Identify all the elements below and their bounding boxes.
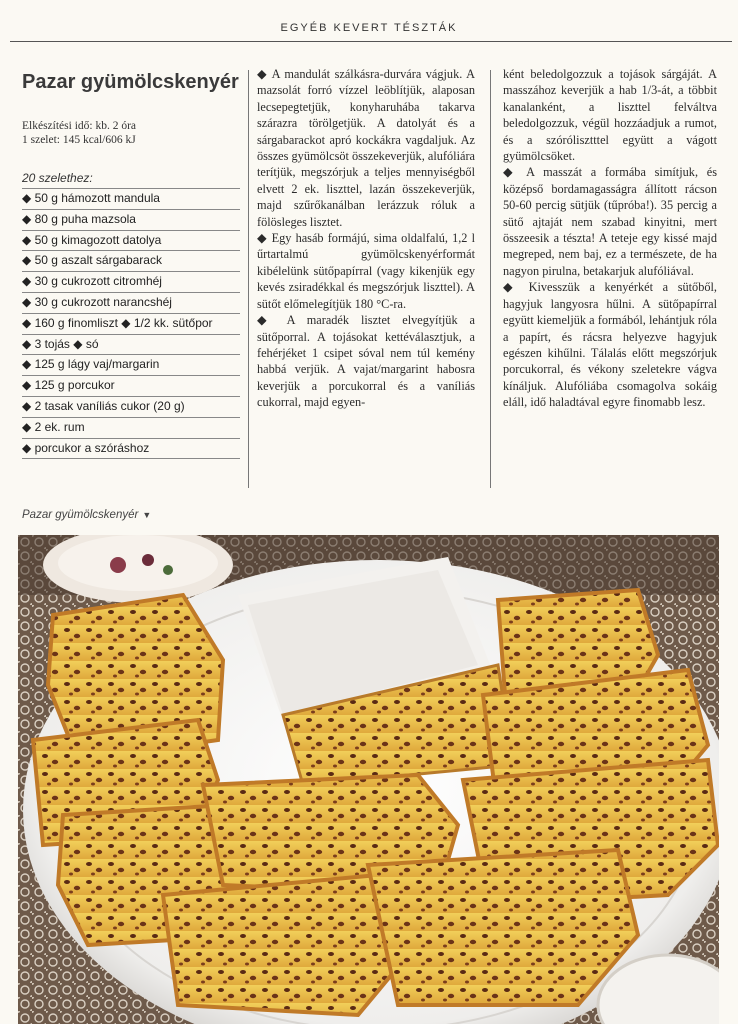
ingredient-item: ◆ 3 tojás ◆ só — [22, 335, 240, 356]
column-divider — [248, 70, 249, 488]
recipe-meta — [22, 119, 240, 147]
ingredient-list — [22, 189, 240, 459]
ingredient-item: ◆ 80 g puha mazsola — [22, 210, 240, 231]
instructions-column-1 — [257, 66, 475, 411]
column-divider — [490, 70, 491, 488]
ingredient-item: ◆ 30 g cukrozott citromhéj — [22, 272, 240, 293]
recipe-info-column — [22, 70, 240, 459]
triangle-down-icon: ▼ — [142, 510, 152, 520]
ingredient-item: ◆ 2 tasak vaníliás cukor (20 g) — [22, 397, 240, 418]
servings-label: 20 szelethez: — [22, 171, 240, 189]
ingredient-item: ◆ 50 g kimagozott datolya — [22, 231, 240, 252]
ingredient-item: ◆ 30 g cukrozott narancshéj — [22, 293, 240, 314]
ingredient-item: ◆ 125 g porcukor — [22, 376, 240, 397]
ingredient-item: ◆ 2 ek. rum — [22, 418, 240, 439]
instruction-paragraph: ként beledolgozzuk a tojások sárgáját. A masszához keverjük a hab 1/3-át, a többit kanalanként, a liszttel felváltva beledolgozzuk, végül hozzáadjuk a rumot, és a szórólisztttel együtt a vágott gyümölcsöket. — [503, 67, 717, 164]
ingredient-item: ◆ 160 g finomliszt ◆ 1/2 kk. sütőpor — [22, 314, 240, 335]
fruit-bread-illustration — [18, 535, 719, 1024]
prep-time: Elkészítési idő: kb. 2 óra — [22, 120, 137, 132]
instruction-paragraph: ◆ Kivesszük a kenyérkét a sütőből, hagyjuk langyosra hűlni. A sütőpapírral együtt kiemeljük a formából, lehántjuk róla a papírt, és rácsra helyezve hagyjuk egészen kihűlni. Tálalás előtt megszórjuk porcukorral, és vékony szeletekre vágva kínáljuk. Alufóliába csomagolva sokáig eláll, idő haladtával egyre finomabb lesz. — [503, 280, 717, 410]
header-rule — [10, 41, 732, 42]
fruit-bread-photo — [18, 535, 719, 1024]
ingredient-item: ◆ 50 g hámozott mandula — [22, 189, 240, 210]
instructions-column-2 — [503, 66, 717, 411]
ingredient-item: ◆ porcukor a szóráshoz — [22, 439, 240, 460]
instruction-paragraph: ◆ A mandulát szálkásra-durvára vágjuk. A mazsolát forró vízzel leöblítjük, alaposan lecsepegtetjük, konyharuhába takarva szárazra törölgetjük. A datolyát és a sárgabarackot apró kockákra vagdaljuk. Az összes gyümölcsöt összekeverjük, alufóliára terítjük, megszórjuk a teljes mennyiségből elvett 2 ek. liszttel, lazán összekeverjük, majd szűrőkanálban lerázzuk róluk a fölösleges lisztet. — [257, 67, 475, 229]
ingredient-item: ◆ 125 g lágy vaj/margarin — [22, 355, 240, 376]
instruction-paragraph: ◆ A masszát a formába simítjuk, és középső bordamagasságra állított rácson 50-60 percig sütjük (tűpróba!). 35 percig a sütő ajtaját nem szabad kinyitni, mert összeesik a tészta! A teteje egy kissé majd megreped, nem baj, ez a természete, de ha nagyon pirulna, betakarjuk alufóliával. — [503, 165, 717, 278]
section-header: EGYÉB KEVERT TÉSZTÁK — [280, 22, 458, 34]
calories-per-slice: 1 szelet: 145 kcal/606 kJ — [22, 134, 136, 146]
recipe-title: Pazar gyümölcskenyér — [22, 71, 239, 93]
photo-caption — [22, 509, 151, 521]
photo-caption-text: Pazar gyümölcskenyér — [22, 509, 139, 521]
instruction-paragraph: ◆ A maradék lisztet elvegyítjük a sütőporral. A tojásokat kettéválasztjuk, a fehérjéket 1 csipet sóval nem túl kemény habbá verjük. A vajat/margarint habosra keverjük a porcukorral és a vaníliás cukorral, majd egyen- — [257, 313, 475, 410]
ingredient-item: ◆ 50 g aszalt sárgabarack — [22, 251, 240, 272]
instruction-paragraph: ◆ Egy hasáb formájú, sima oldalfalú, 1,2 l űrtartalmú gyümölcskenyérformát kibélelünk sütőpapírral (vagy kikenjük egy kevés zsiradékkal és megszórjuk liszttel). A sütőt előmelegítjük 180 °C-ra. — [257, 231, 475, 311]
